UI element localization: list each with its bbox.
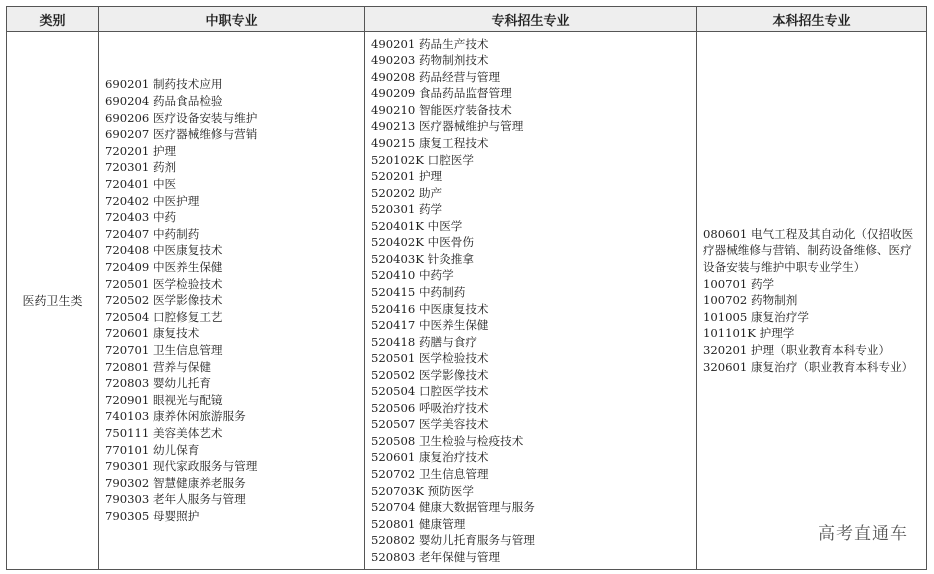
list-item: 520601 康复治疗技术 xyxy=(371,450,489,465)
list-item: 720301 药剂 xyxy=(105,160,177,175)
list-item: 520402K 中医骨伤 xyxy=(371,235,474,250)
list-item: 520504 口腔医学技术 xyxy=(371,384,489,399)
list-item: 520301 药学 xyxy=(371,202,443,217)
header-category: 类别 xyxy=(7,7,99,32)
list-item: 690207 医疗器械维修与营销 xyxy=(105,127,258,142)
list-item: 520704 健康大数据管理与服务 xyxy=(371,500,535,515)
list-item: 320201 护理（职业教育本科专业） xyxy=(703,342,891,357)
list-item: 520201 护理 xyxy=(371,169,443,184)
list-item: 520417 中医养生保健 xyxy=(371,318,489,333)
list-item: 720401 中医 xyxy=(105,177,177,192)
header-undergraduate-major: 本科招生专业 xyxy=(697,7,927,32)
list-item: 520416 中医康复技术 xyxy=(371,301,489,316)
list-item: 720408 中医康复技术 xyxy=(105,243,223,258)
list-item: 720601 康复技术 xyxy=(105,326,200,341)
header-secondary-major: 中职专业 xyxy=(99,7,365,32)
list-item: 520507 医学美容技术 xyxy=(371,417,489,432)
list-item: 520403K 针灸推拿 xyxy=(371,251,474,266)
list-item: 520418 药膳与食疗 xyxy=(371,334,477,349)
list-item: 100701 药学 xyxy=(703,276,775,291)
list-item: 720201 护理 xyxy=(105,143,177,158)
list-item: 520415 中药制药 xyxy=(371,284,466,299)
list-item: 101101K 护理学 xyxy=(703,326,795,341)
header-college-major: 专科招生专业 xyxy=(365,7,697,32)
list-item: 520508 卫生检验与检疫技术 xyxy=(371,433,524,448)
list-item: 100702 药物制剂 xyxy=(703,293,798,308)
list-item: 790301 现代家政服务与管理 xyxy=(105,459,258,474)
list-item: 520703K 预防医学 xyxy=(371,483,474,498)
list-item: 520202 助产 xyxy=(371,185,443,200)
list-item: 750111 美容美体艺术 xyxy=(105,425,223,440)
list-item: 520102K 口腔医学 xyxy=(371,152,474,167)
list-item: 720407 中药制药 xyxy=(105,226,200,241)
list-item: 490215 康复工程技术 xyxy=(371,136,489,151)
list-item: 720801 营养与保健 xyxy=(105,359,211,374)
list-item: 720403 中药 xyxy=(105,210,177,225)
category-cell: 医药卫生类 xyxy=(7,32,99,570)
list-item: 520801 健康管理 xyxy=(371,516,466,531)
college-major-cell xyxy=(365,32,697,570)
list-item: 720803 婴幼儿托育 xyxy=(105,376,211,391)
table-row xyxy=(7,32,927,570)
list-item: 520401K 中医学 xyxy=(371,218,463,233)
secondary-major-list xyxy=(105,76,364,524)
list-item: 790305 母婴照护 xyxy=(105,508,200,523)
list-item: 720502 医学影像技术 xyxy=(105,293,223,308)
list-item: 720901 眼视光与配镜 xyxy=(105,392,223,407)
undergraduate-major-list xyxy=(703,226,926,375)
list-item: 690201 制药技术应用 xyxy=(105,77,223,92)
list-item: 520802 婴幼儿托育服务与管理 xyxy=(371,533,535,548)
list-item: 490208 药品经营与管理 xyxy=(371,69,501,84)
watermark: 高考直通车 xyxy=(818,524,908,544)
list-item: 520410 中药学 xyxy=(371,268,454,283)
list-item: 520502 医学影像技术 xyxy=(371,367,489,382)
list-item: 690206 医疗设备安装与维护 xyxy=(105,110,258,125)
list-item: 690204 药品食品检验 xyxy=(105,94,223,109)
list-item: 520501 医学检验技术 xyxy=(371,351,489,366)
header-row xyxy=(7,7,927,32)
list-item: 720701 卫生信息管理 xyxy=(105,342,223,357)
undergraduate-major-cell xyxy=(697,32,927,570)
list-item: 520803 老年保健与管理 xyxy=(371,549,501,564)
list-item: 520506 呼吸治疗技术 xyxy=(371,400,489,415)
list-item: 490209 食品药品监督管理 xyxy=(371,86,512,101)
list-item: 490213 医疗器械维护与管理 xyxy=(371,119,524,134)
list-item: 520702 卫生信息管理 xyxy=(371,466,489,481)
list-item: 101005 康复治疗学 xyxy=(703,309,809,324)
list-item: 490210 智能医疗装备技术 xyxy=(371,102,512,117)
list-item: 790303 老年人服务与管理 xyxy=(105,492,246,507)
list-item: 320601 康复治疗（职业教育本科专业） xyxy=(703,359,914,374)
list-item: 720402 中医护理 xyxy=(105,193,200,208)
list-item: 080601 电气工程及其自动化（仅招收医疗器械维修与营销、制药设备维修、医疗设备安装与维护中职专业学生） xyxy=(703,226,914,275)
list-item: 720409 中医养生保健 xyxy=(105,260,223,275)
list-item: 720501 医学检验技术 xyxy=(105,276,223,291)
list-item: 740103 康养休闲旅游服务 xyxy=(105,409,246,424)
list-item: 790302 智慧健康养老服务 xyxy=(105,475,246,490)
list-item: 720504 口腔修复工艺 xyxy=(105,309,223,324)
major-table xyxy=(6,6,927,570)
college-major-list xyxy=(371,36,696,566)
secondary-major-cell xyxy=(99,32,365,570)
list-item: 490201 药品生产技术 xyxy=(371,36,489,51)
list-item: 490203 药物制剂技术 xyxy=(371,53,489,68)
list-item: 770101 幼儿保育 xyxy=(105,442,200,457)
